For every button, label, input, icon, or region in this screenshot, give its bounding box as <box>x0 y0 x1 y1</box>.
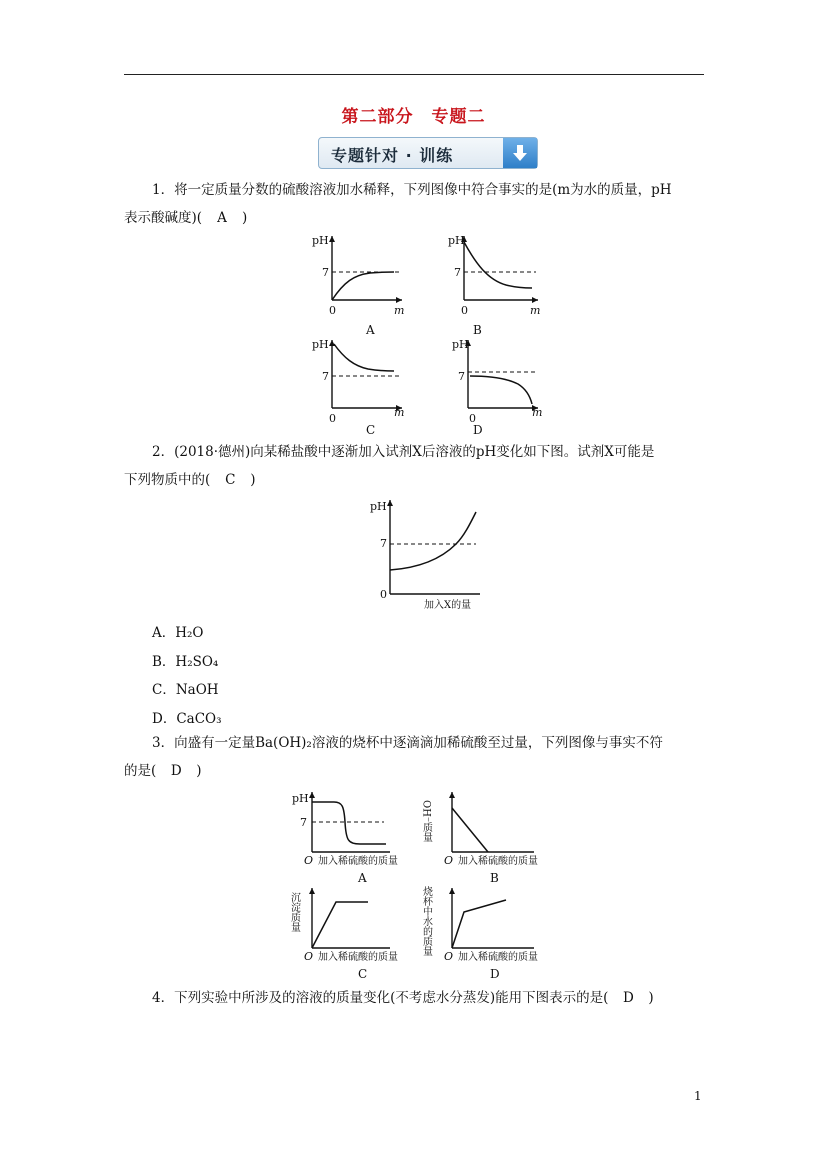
y-label: pH <box>452 338 469 351</box>
y-label: pH <box>370 500 387 513</box>
ref-label: 7 <box>300 816 307 829</box>
origin-label: 0 <box>329 304 336 317</box>
q2-option-b: B．H₂SO₄ <box>152 654 219 670</box>
origin-label: O <box>444 950 454 963</box>
q3-graph-d <box>422 882 572 982</box>
section-label: 第二部分 <box>341 107 414 127</box>
curve <box>470 376 532 404</box>
x-label: 加入稀硫酸的质量 <box>458 856 538 867</box>
q1-graph-b <box>440 230 550 340</box>
ref-label: 7 <box>322 266 329 279</box>
y-arrow <box>309 792 315 798</box>
q3-graph-b <box>422 786 572 886</box>
curve <box>312 902 368 948</box>
page-title <box>0 102 827 127</box>
y-label: 沉淀质量 <box>288 892 300 932</box>
curve <box>464 242 532 288</box>
x-arrow <box>396 297 402 303</box>
y-arrow <box>329 236 335 242</box>
y-label: OH⁻质量 <box>420 800 432 843</box>
y-label: pH <box>312 234 329 247</box>
x-label: 加入X的量 <box>424 600 472 611</box>
y-arrow <box>387 500 393 506</box>
q3-line1: 3．向盛有一定量Ba(OH)₂溶液的烧杯中逐滴滴加稀硫酸至过量，下列图像与事实不符 <box>152 735 663 751</box>
q2-option-a: A．H₂O <box>152 625 204 641</box>
q3-graph-a <box>290 786 420 886</box>
graph-letter: D <box>490 967 500 981</box>
curve <box>334 344 394 371</box>
question-2 <box>124 438 704 494</box>
download-arrow-icon <box>503 138 537 168</box>
topic-label: 专题二 <box>431 107 486 127</box>
x-label: m <box>530 304 541 317</box>
q2-option-c: C．NaOH <box>152 682 219 698</box>
curve <box>452 900 506 948</box>
q1-answer: A <box>217 210 227 226</box>
curve <box>390 512 476 570</box>
origin-label: O <box>304 854 314 867</box>
origin-label: 0 <box>380 588 387 601</box>
graph-letter: D <box>473 423 483 437</box>
graph-letter: C <box>366 423 376 437</box>
y-arrow <box>309 888 315 894</box>
origin-label: 0 <box>329 412 336 425</box>
q1-line1: 1．将一定质量分数的硫酸溶液加水稀释，下列图像中符合事实的是(m为水的质量，pH <box>152 182 672 198</box>
y-arrow <box>449 792 455 798</box>
q2-option-d: D．CaCO₃ <box>152 711 222 727</box>
origin-label: 0 <box>469 412 476 425</box>
graph-letter: A <box>358 871 367 885</box>
y-arrow <box>449 888 455 894</box>
x-arrow <box>532 297 538 303</box>
x-label: 加入稀硫酸的质量 <box>318 952 398 963</box>
y-label: 烧杯中水的质量 <box>420 886 432 956</box>
x-label: 加入稀硫酸的质量 <box>458 952 538 963</box>
graph-letter: B <box>490 871 499 885</box>
x-label: m <box>394 304 405 317</box>
ref-label: 7 <box>454 266 461 279</box>
origin-label: O <box>444 854 454 867</box>
q3-answer: D <box>170 763 182 779</box>
y-label: pH <box>448 234 465 247</box>
x-label: 加入稀硫酸的质量 <box>318 856 398 867</box>
x-label: m <box>532 406 543 419</box>
ref-label: 7 <box>458 370 465 383</box>
curve <box>312 802 386 844</box>
q3-graph-c <box>290 882 420 982</box>
question-3 <box>124 729 704 785</box>
q3-line2: 的是( D ) <box>124 757 704 785</box>
banner-label: 专题针对 · 训练 <box>331 146 454 165</box>
q4-line: 4．下列实验中所涉及的溶液的质量变化(不考虑水分蒸发)能用下图表示的是( D ) <box>124 984 704 1012</box>
q1-graph-a <box>310 230 410 340</box>
curve <box>452 808 488 852</box>
ref-label: 7 <box>322 370 329 383</box>
q1-graph-c <box>310 334 410 444</box>
graph-letter: A <box>366 323 375 337</box>
q2-line2: 下列物质中的( C ) <box>124 466 704 494</box>
curve <box>332 272 394 300</box>
q2-line1: 2．(2018·德州)向某稀盐酸中逐渐加入试剂X后溶液的pH变化如下图。试剂X可能是 <box>152 444 655 460</box>
header-rule <box>124 74 704 75</box>
q1-graph-d <box>440 334 550 444</box>
y-label: pH <box>312 338 329 351</box>
question-1 <box>124 176 704 232</box>
q4-answer: D <box>622 990 634 1006</box>
graph-letter: C <box>358 967 368 981</box>
ref-label: 7 <box>380 537 387 550</box>
question-4 <box>124 984 704 1012</box>
y-label: pH <box>292 792 309 805</box>
x-label: m <box>394 406 405 419</box>
page-number: 1 <box>694 1089 702 1103</box>
q1-line2: 表示酸碱度)( A ) <box>124 204 704 232</box>
q2-answer: C <box>225 472 236 488</box>
section-banner <box>318 137 538 169</box>
graph-letter: B <box>473 323 482 337</box>
origin-label: O <box>304 950 314 963</box>
q2-graph <box>360 494 490 614</box>
origin-label: 0 <box>461 304 468 317</box>
